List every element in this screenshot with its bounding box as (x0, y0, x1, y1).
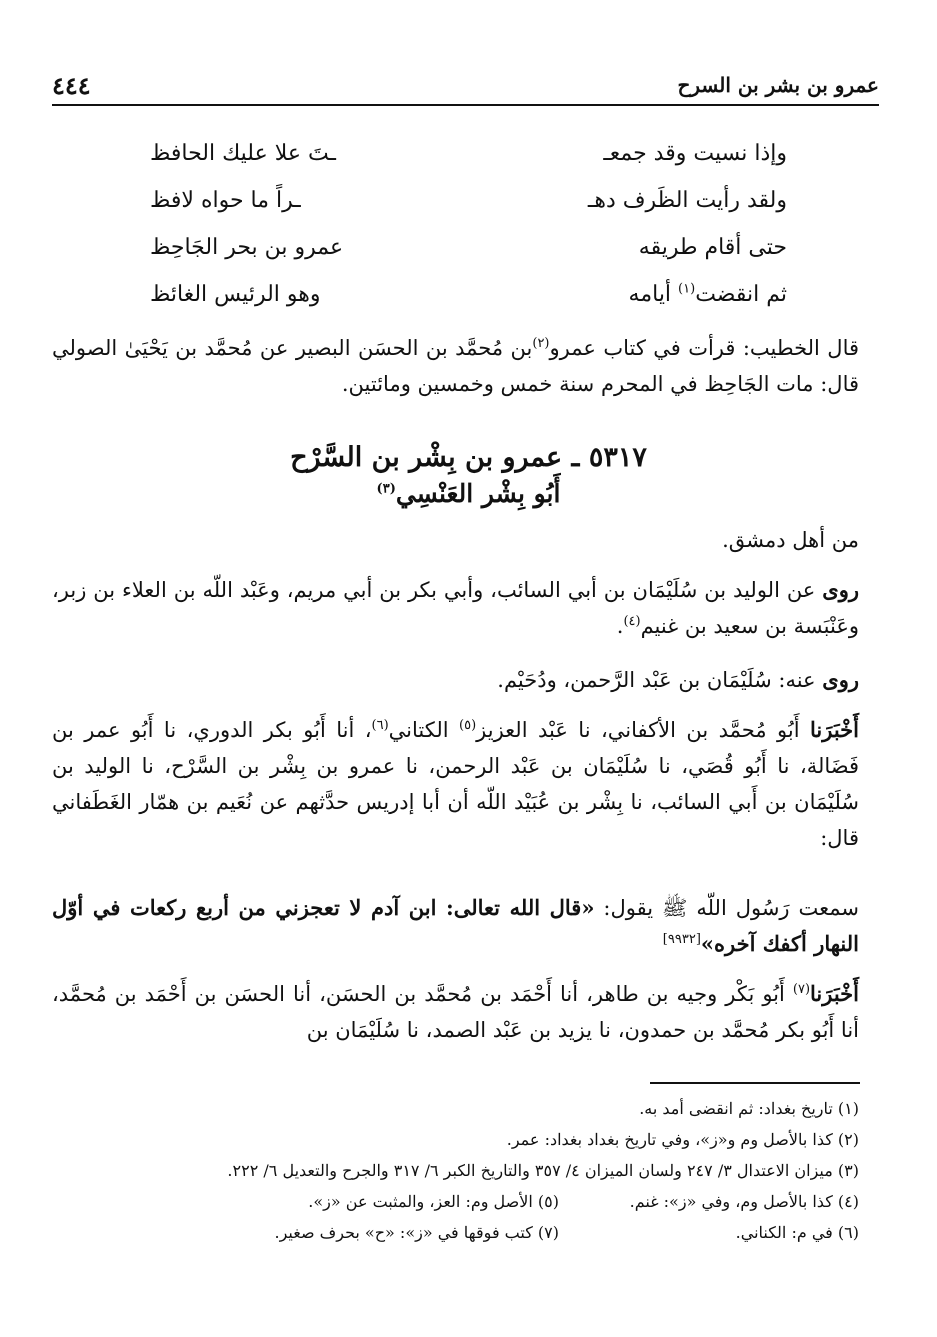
isnad-paragraph (52, 976, 859, 1048)
footnote: (٤) كذا بالأصل وم، وفي «ز»: غنم. (629, 1192, 859, 1211)
entry-heading: ٥٣١٧ ـ عمرو بن بِشْر بن السَّرْح (290, 442, 647, 473)
paragraph-text: ، أنا أَبُو بكر الدوري، نا أَبُو عمر بن فَضَالة، نا أَبُو قُصَي، نا سُلَيْمَان بن عَبْد الرحمن، نا عمرو بن بِشْر بن السَّرْح، نا الوليد بن سُلَيْمَان بن أَبي السائب، نا بِشْر بن عُبَيْد اللّه أن أبا إدريس حدَّثهم عن نُعَيم بن همّار الغَطَفاني قال: (52, 718, 859, 850)
verse-first-hemistich: ولقد رأيت الظَرف دهـ (587, 188, 787, 213)
verse-second-hemistich: ـتَ علا عليك الحافظ (150, 141, 336, 166)
footnote-marker: (٣) (376, 481, 396, 497)
paragraph-text: عنه: سُلَيْمَان بن عَبْد الرَّحمن، ودُحَيْم. (497, 668, 823, 692)
footnote-marker: (٢) (532, 336, 550, 351)
isnad-paragraph (52, 712, 859, 856)
verse-first-hemistich: حتى أقام طريقه (638, 235, 787, 260)
narrated-by-paragraph (52, 662, 859, 698)
verse-text: ثم انقضت (695, 282, 787, 307)
poem-verse (150, 177, 787, 224)
paragraph-text: قال الخطيب: قرأت في كتاب عمرو (549, 336, 860, 360)
verse-text: أيامه (628, 282, 679, 307)
narrated-from-paragraph (52, 572, 859, 644)
footnote: (١) تاريخ بغداد: ثم انقضى أمد به. (639, 1099, 859, 1118)
page-number: ٤٤٤ (52, 70, 91, 100)
akhbarana-label: أَخْبَرَنا (810, 717, 859, 742)
verse-first-hemistich (629, 271, 787, 318)
verse-first-hemistich: وإذا نسيت وقد جمعـ (603, 141, 787, 166)
footnote-marker: (٦) (371, 718, 389, 733)
akhbarana-label: أَخْبَرَنا (810, 981, 859, 1006)
paragraph-text: أَبُو بَكْر وجيه بن طاهر، أنا أَحْمَد بن مُحمَّد بن الحسَن، أنا الحسَن بن أَحْمَد بن مُحمَّد، أنا أَبُو بكر مُحمَّد بن حمدون، نا يزيد بن عَبْد الصمد، نا سُلَيْمَان بن (52, 982, 859, 1042)
kunya-text: أَبُو بِشْر العَنْسِي (395, 479, 561, 508)
footnote: (٦) في م: الكناني. (735, 1223, 859, 1242)
footnote-row (60, 1186, 859, 1217)
rawa-label: روى (822, 577, 859, 602)
hadith-reference: [٩٩٣٢] (662, 932, 701, 947)
paragraph-text: الكتاني (388, 718, 460, 742)
footnote-marker: (٤) (623, 614, 641, 629)
origin-line: من أهل دمشق. (722, 528, 859, 552)
verse-second-hemistich: ـراً ما حواه لافظ (150, 188, 301, 213)
entry-kunya (0, 476, 937, 512)
footnotes (60, 1093, 859, 1248)
paragraph-text: أَبُو مُحمَّد بن الأكفاني، نا عَبْد العزيز (476, 718, 811, 742)
footnote-divider (650, 1082, 860, 1084)
rawa-label: روى (822, 667, 859, 692)
paragraph-text: عن الوليد بن سُلَيْمَان بن أبي السائب، وأبي بكر بن أبي مريم، وعَبْد اللّه بن العلاء بن زبر، وعَنْبَسة بن سعيد بن غنيم (52, 578, 859, 638)
paragraph-text: بن مُحمَّد بن الحسَن البصير عن مُحمَّد بن يَحْيَىٰ الصولي قال: مات الجَاحِظ في المحرم سنة خمس وخمسين ومائتين. (52, 336, 859, 396)
poem-verse (150, 271, 787, 318)
paragraph-text: . (616, 614, 624, 638)
footnote-marker: (٥) (459, 718, 477, 733)
footnote: (٥) الأصل وم: العز، والمثبت عن «ز». (308, 1192, 559, 1211)
footnote: (٣) ميزان الاعتدال ٣/ ٢٤٧ ولسان الميزان ٤/ ٣٥٧ والتاريخ الكبر ٦/ ٣١٧ والجرح والتعديل ٦/ ٢٢٢. (227, 1161, 859, 1180)
hadith-intro: سمعت رَسُول اللّه ﷺ يقول: (594, 896, 860, 920)
hadith-paragraph (52, 890, 859, 962)
khatib-paragraph (52, 330, 859, 402)
poem-verse (150, 224, 787, 271)
poem (150, 130, 787, 318)
verse-second-hemistich: عمرو بن بحر الجَاحِظ (150, 235, 344, 260)
hadith-text: «قال الله تعالى: ابن آدم لا تعجزني من أربع ركعات في أوّل النهار أكفك آخره» (52, 895, 859, 956)
footnote-marker: (٧) (792, 982, 811, 997)
footnote-marker: (١) (678, 281, 696, 297)
poem-verse (150, 130, 787, 177)
running-title: عمرو بن بشر بن السرح (677, 73, 879, 97)
footnote: (٢) كذا بالأصل وم و«ز»، وفي تاريخ بغداد بغداد: عمر. (506, 1130, 859, 1149)
verse-second-hemistich: وهو الرئيس الغائظ (150, 282, 321, 307)
footnote: (٧) كتب فوقها في «ز»: «ح» بحرف صغير. (274, 1223, 559, 1242)
running-header (52, 66, 879, 106)
footnote-row (60, 1217, 859, 1248)
